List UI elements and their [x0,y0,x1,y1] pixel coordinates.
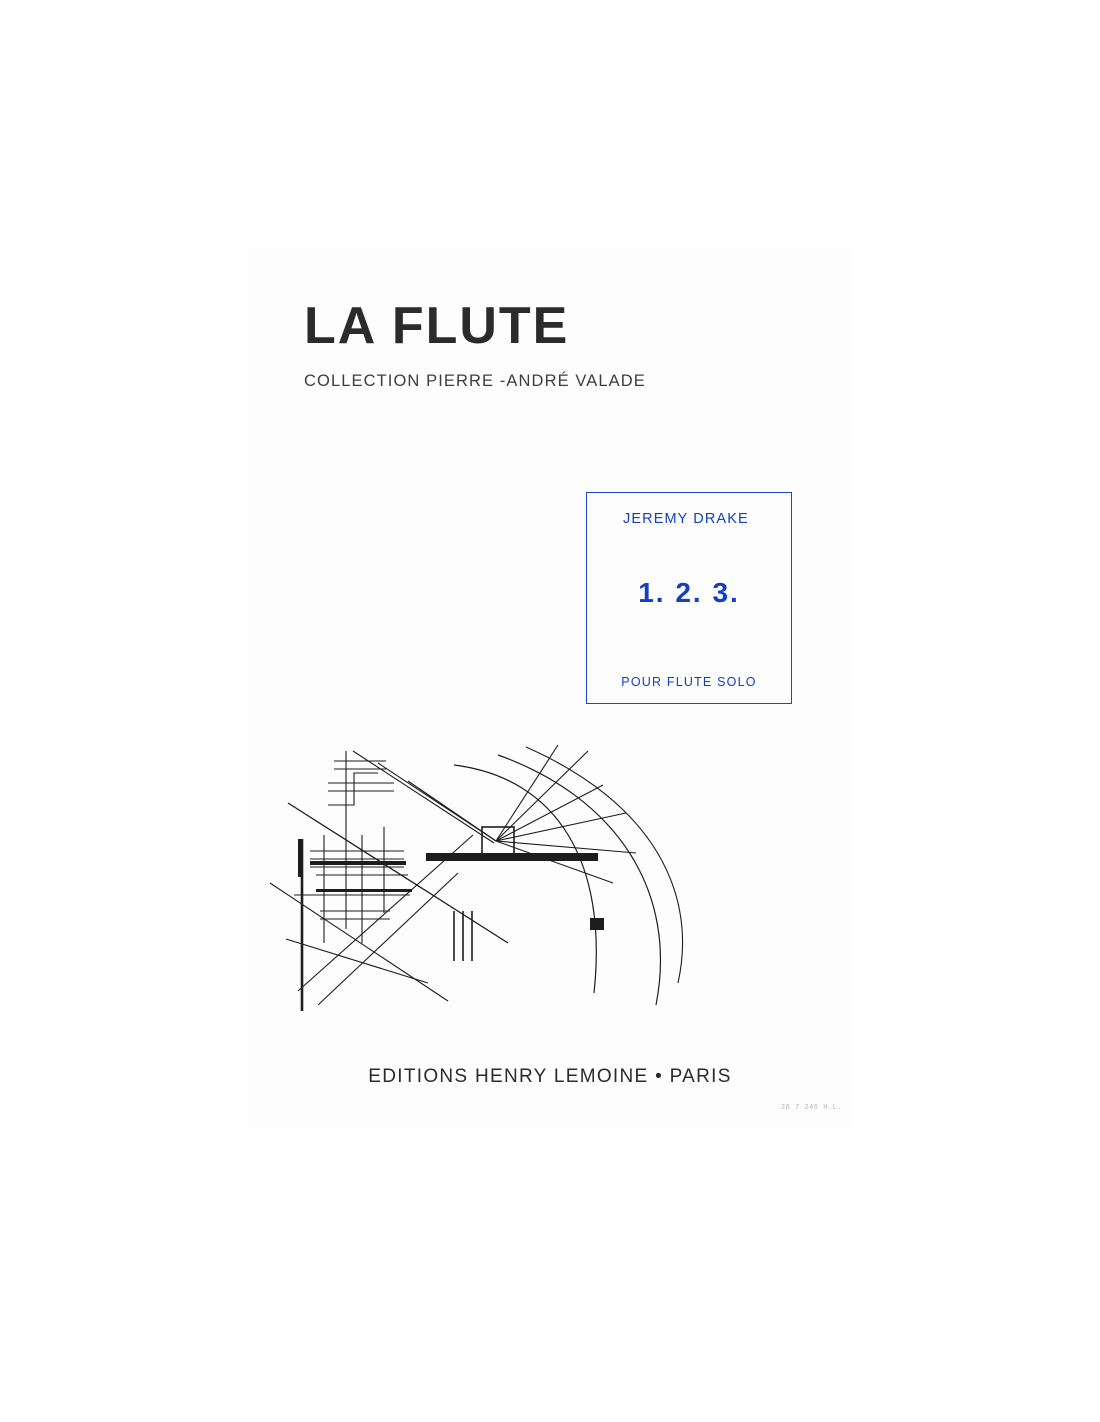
instrumentation-label: POUR FLUTE SOLO [621,675,757,689]
cover-artwork [258,743,718,1013]
sheet-music-cover [248,248,852,1128]
work-info-box [586,492,792,704]
title-block [304,297,824,391]
collection-subtitle: COLLECTION PIERRE -ANDRÉ VALADE [304,372,646,390]
work-title: 1. 2. 3. [638,577,740,608]
catalog-code: 26 7 246 H.L. [780,1104,842,1112]
page-title: LA FLUTE [304,297,570,355]
composer-name: JEREMY DRAKE [623,511,749,527]
publisher-line: EDITIONS HENRY LEMOINE • PARIS [368,1066,732,1087]
